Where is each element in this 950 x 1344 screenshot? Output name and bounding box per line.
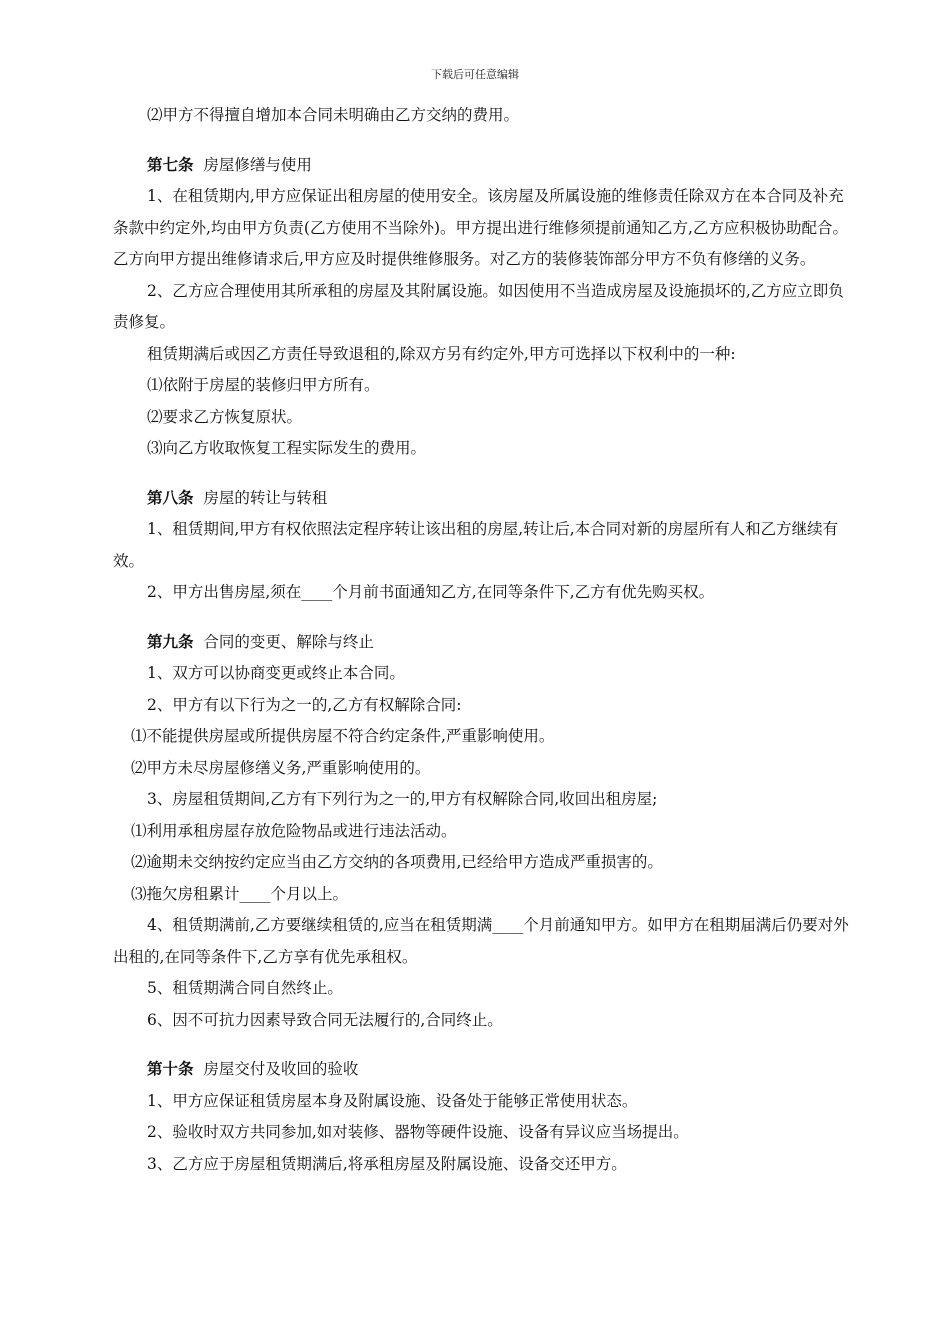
article-title: 房屋修缮与使用 [203, 155, 312, 174]
list-item: ⑵甲方未尽房屋修缮义务,严重影响使用的。 [131, 758, 431, 777]
article-number: 第七条 [147, 155, 194, 174]
paragraph: 租赁期满后或因乙方责任导致退租的,除双方另有约定外,甲方可选择以下权利中的一种: [147, 344, 736, 363]
article-number: 第九条 [147, 632, 194, 651]
paragraph: 2、甲方有以下行为之一的,乙方有权解除合同: [147, 695, 462, 714]
paragraph: 1、甲方应保证租赁房屋本身及附属设施、设备处于能够正常使用状态。 [147, 1091, 638, 1110]
paragraph: 5、租赁期满合同自然终止。 [147, 979, 343, 997]
document-body [113, 100, 853, 1180]
paragraph: 2、乙方应合理使用其所承租的房屋及其附属设施。如因使用不当造成房屋及设施损坏的,乙方应立即负责修复。 [113, 281, 844, 331]
paragraph: 1、双方可以协商变更或终止本合同。 [147, 664, 405, 682]
list-item: ⑴依附于房屋的装修归甲方所有。 [147, 376, 380, 394]
paragraph: 1、在租赁期内,甲方应保证出租房屋的使用安全。该房屋及所属设施的维修责任除双方在本合同及补充条款中约定外,均由甲方负责(乙方使用不当除外)。甲方提出进行维修须提前通知乙方,乙方应积极协助配合。乙方向甲方提出维修请求后,甲方应及时提供维修服务。对乙方的装修装饰部分甲方不负有修缮的义务。 [113, 187, 848, 268]
list-item: ⑴利用承租房屋存放危险物品或进行违法活动。 [131, 821, 457, 840]
article-title: 房屋的转让与转租 [203, 488, 328, 507]
paragraph: 3、乙方应于房屋租赁期满后,将承租房屋及附属设施、设备交还甲方。 [147, 1154, 627, 1173]
paragraph: 3、房屋租赁期间,乙方有下列行为之一的,甲方有权解除合同,收回出租房屋; [147, 790, 658, 808]
paragraph: 2、甲方出售房屋,须在____个月前书面通知乙方,在同等条件下,乙方有优先购买权。 [147, 583, 715, 601]
paragraph: 4、租赁期满前,乙方要继续租赁的,应当在租赁期满____个月前通知甲方。如甲方在租期届满后仍要对外出租的,在同等条件下,乙方享有优先承租权。 [113, 916, 849, 966]
article-number: 第八条 [147, 488, 194, 507]
list-item: ⑵要求乙方恢复原状。 [147, 407, 303, 426]
article-title: 房屋交付及收回的验收 [203, 1060, 359, 1078]
article-number: 第十条 [147, 1060, 194, 1078]
article-heading [113, 150, 853, 182]
paragraph: 1、租赁期间,甲方有权依照法定程序转让该出租的房屋,转让后,本合同对新的房屋所有人和乙方继续有效。 [113, 520, 839, 570]
page-header: 下载后可任意编辑 [431, 68, 519, 81]
article-title: 合同的变更、解除与终止 [203, 632, 374, 651]
list-item: ⑶向乙方收取恢复工程实际发生的费用。 [147, 439, 427, 457]
list-item: ⑵逾期未交纳按约定应当由乙方交纳的各项费用,已经给甲方造成严重损害的。 [131, 853, 663, 871]
paragraph: ⑵甲方不得擅自增加本合同未明确由乙方交纳的费用。 [147, 106, 520, 124]
paragraph: 2、验收时双方共同参加,如对装修、器物等硬件设施、设备有异议应当场提出。 [147, 1123, 689, 1141]
article-heading [113, 1054, 853, 1086]
paragraph: 6、因不可抗力因素导致合同无法履行的,合同终止。 [147, 1010, 503, 1029]
article-heading [113, 483, 853, 515]
list-item: ⑶拖欠房租累计____个月以上。 [131, 884, 349, 903]
list-item: ⑴不能提供房屋或所提供房屋不符合约定条件,严重影响使用。 [131, 727, 555, 745]
article-heading [113, 627, 853, 659]
